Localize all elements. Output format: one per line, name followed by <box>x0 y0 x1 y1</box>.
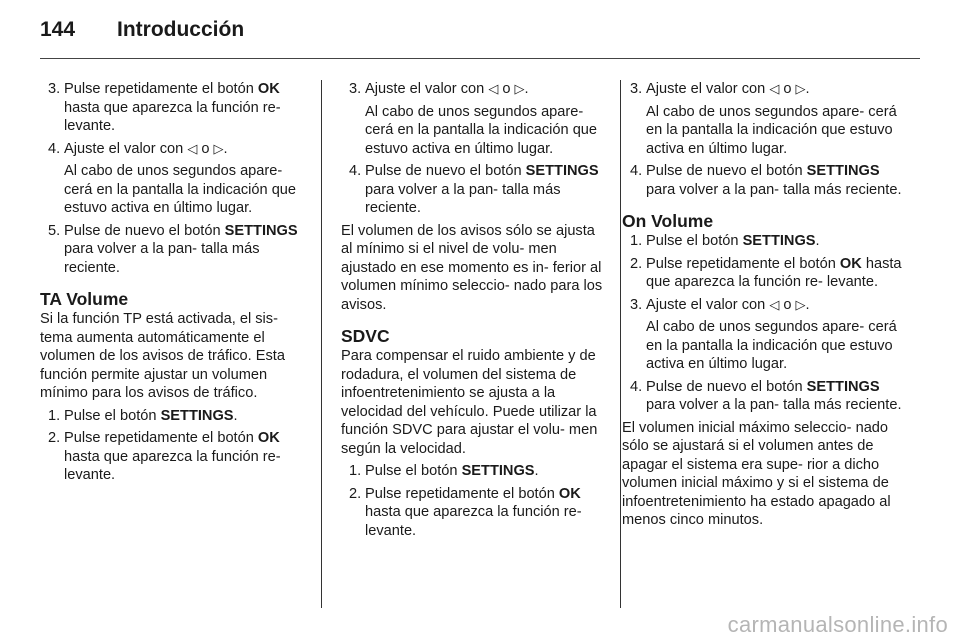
step-number: 1. <box>349 463 362 479</box>
step-number: 1. <box>48 407 61 424</box>
page-title: Introducción <box>117 18 245 41</box>
step-text: Pulse el botón SETTINGS. <box>646 233 820 249</box>
header-rule <box>40 58 920 59</box>
step-number: 2. <box>349 485 362 502</box>
step-number: 2. <box>48 430 61 446</box>
settings-keyword: SETTINGS <box>224 222 298 239</box>
section-title-on-volume: On Volume <box>622 211 714 231</box>
section-title-ta-volume: TA Volume <box>40 289 129 309</box>
step-number: 3. <box>349 81 362 97</box>
column-1 <box>40 80 304 489</box>
step-subtext: Al cabo de unos segundos apare‐ cerá en la pantalla la indicación que estuvo activa en último lugar. <box>646 103 897 157</box>
arrow-right-icon: ▷ <box>213 140 224 156</box>
step-number: 4. <box>630 378 643 395</box>
step-text: Pulse el botón SETTINGS. <box>365 463 539 479</box>
step-number: 3. <box>48 81 61 97</box>
list-item <box>341 485 605 541</box>
watermark: carmanualsonline.info <box>727 612 948 637</box>
step-text: Pulse de nuevo el botón SETTINGS para volver a la pan‐ talla más reciente. <box>365 163 599 216</box>
arrow-right-icon: ▷ <box>514 81 525 96</box>
step-text: Pulse de nuevo el botón SETTINGS para volver a la pan‐ talla más reciente. <box>64 222 298 276</box>
ok-keyword: OK <box>257 81 280 97</box>
step-number: 5. <box>48 222 61 239</box>
ok-keyword: OK <box>839 255 862 272</box>
paragraph: Para compensar el ruido ambiente y de rodadura, el volumen del sistema de infoentretenimiento se ajusta a la velocidad del vehículo. Puede utilizar la función SDVC para ajustar el volu‐ men según la velocidad. <box>341 348 598 457</box>
list-item <box>40 429 304 485</box>
paragraph: Si la función TP está activada, el sis‐ tema aumenta automáticamente el volumen de los avisos de tráfico. Esta función permite ajustar un volumen mínimo para los avisos de tráfico. <box>40 311 285 401</box>
arrow-left-icon: ◁ <box>769 81 780 96</box>
step-number: 4. <box>48 140 61 157</box>
step-text: Pulse repetidamente el botón OK hasta que aparezca la función re‐ levante. <box>646 255 902 290</box>
list-item <box>622 80 906 158</box>
step-subtext: Al cabo de unos segundos apare‐ cerá en la pantalla la indicación que estuvo activa en último lugar. <box>646 319 897 372</box>
step-text: Pulse de nuevo el botón SETTINGS para volver a la pan‐ talla más reciente. <box>646 163 902 198</box>
step-number: 3. <box>630 81 643 97</box>
list-item <box>622 232 906 251</box>
arrow-right-icon: ▷ <box>795 296 806 312</box>
settings-keyword: SETTINGS <box>160 407 234 424</box>
ok-keyword: OK <box>558 485 581 502</box>
list-item <box>622 162 906 199</box>
step-number: 1. <box>630 233 643 249</box>
list-item <box>341 80 605 158</box>
page-number: 144 <box>40 18 76 41</box>
step-text: Pulse repetidamente el botón OK hasta que aparezca la función re‐ levante. <box>64 430 281 483</box>
step-text: Pulse de nuevo el botón SETTINGS para volver a la pan‐ talla más reciente. <box>646 378 902 413</box>
step-subtext: Al cabo de unos segundos apare‐ cerá en la pantalla la indicación que estuvo activa en último lugar. <box>64 163 297 216</box>
list-item <box>622 255 906 292</box>
step-number: 4. <box>349 163 362 179</box>
step-subtext: Al cabo de unos segundos apare‐ cerá en la pantalla la indicación que estuvo activa en último lugar. <box>365 103 598 157</box>
list-item <box>341 462 605 481</box>
list-item <box>40 407 304 426</box>
step-text: Pulse el botón SETTINGS. <box>64 407 238 424</box>
settings-keyword: SETTINGS <box>806 163 880 179</box>
page-header <box>40 18 920 58</box>
list-item <box>40 80 304 136</box>
settings-keyword: SETTINGS <box>525 163 599 179</box>
column-2 <box>341 80 605 544</box>
step-text: Pulse repetidamente el botón OK hasta que aparezca la función re‐ levante. <box>365 485 582 539</box>
column-3 <box>622 80 906 534</box>
settings-keyword: SETTINGS <box>806 378 880 395</box>
paragraph: El volumen de los avisos sólo se ajusta al mínimo si el nivel de volu‐ men ajustado en ese momento es in‐ ferior al volumen mínimo seleccio‐ nado para los avisos. <box>341 222 603 313</box>
step-text: Pulse repetidamente el botón OK hasta que aparezca la función re‐ levante. <box>64 81 281 134</box>
step-text: Ajuste el valor con ◁ o ▷. <box>646 296 810 313</box>
step-number: 2. <box>630 255 643 272</box>
arrow-right-icon: ▷ <box>795 81 806 96</box>
column-divider <box>321 80 322 608</box>
settings-keyword: SETTINGS <box>461 463 535 479</box>
list-item <box>622 378 906 415</box>
paragraph: El volumen inicial máximo seleccio‐ nado sólo se ajustará si el volumen antes de apagar el sistema era supe‐ rior a dicho volumen inicial máximo y si el sistema de infoentretenimiento ha estado apagado al menos cinco minutos. <box>622 419 891 528</box>
section-title-sdvc: SDVC <box>341 326 390 346</box>
arrow-left-icon: ◁ <box>187 140 198 156</box>
arrow-left-icon: ◁ <box>488 81 499 96</box>
list-item <box>40 140 304 218</box>
ok-keyword: OK <box>257 430 280 446</box>
arrow-left-icon: ◁ <box>769 296 780 312</box>
list-item <box>341 162 605 218</box>
step-number: 3. <box>630 296 643 313</box>
step-text: Ajuste el valor con ◁ o ▷. <box>646 81 810 97</box>
step-text: Ajuste el valor con ◁ o ▷. <box>64 140 228 157</box>
list-item <box>622 296 906 374</box>
step-number: 4. <box>630 163 643 179</box>
column-divider <box>620 80 621 608</box>
list-item <box>40 222 304 278</box>
step-text: Ajuste el valor con ◁ o ▷. <box>365 81 529 97</box>
settings-keyword: SETTINGS <box>742 233 816 249</box>
